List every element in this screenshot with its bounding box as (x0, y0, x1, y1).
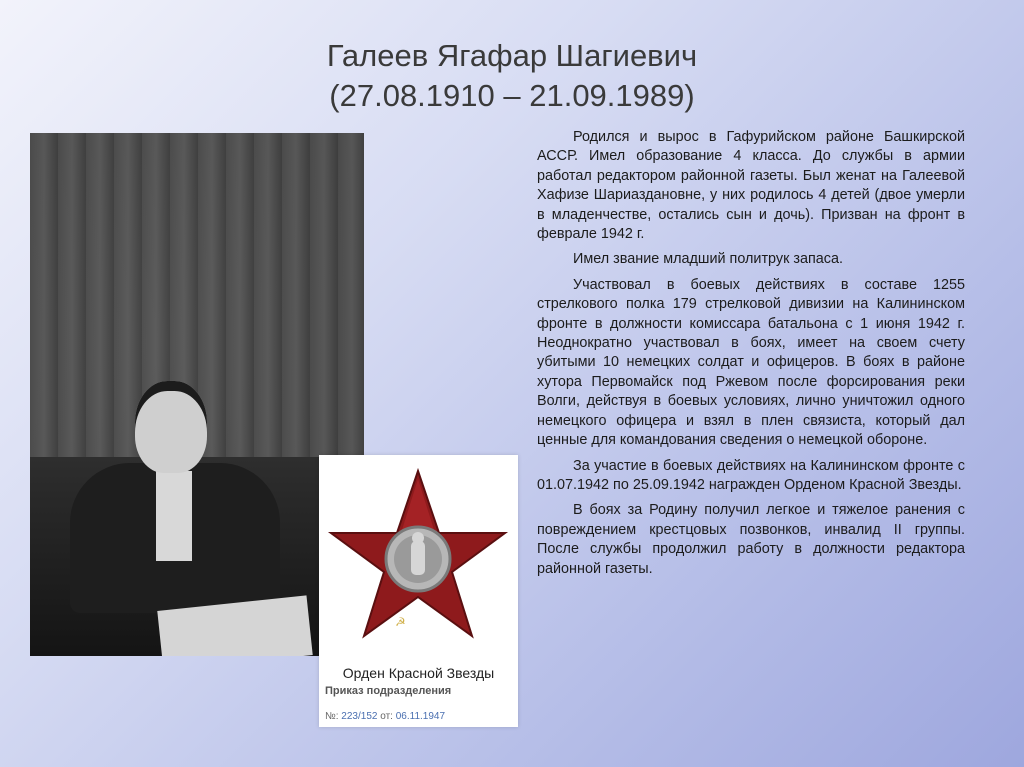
red-star-order-icon (325, 461, 512, 661)
bio-paragraph: Участвовал в боевых действиях в составе 1255 стрелкового полка 179 стрелковой дивизии на Калининском фронте в должности комиссара батальона с 1 июня 1942 г. Неоднократно участвовал в боях, имеет на своем счету убитыми 10 немецких солдат и офицеров. В боях в районе хутора Первомайск под Ржевом после форсирования реки Волги, действуя в боевых условиях, лично уничтожил одного немецкого офицера и взял в плен связиста, который дал ценные для командования сведения о немецкой обороне. (537, 276, 965, 449)
medal-card (319, 455, 518, 727)
order-number-value: 223/152 (341, 711, 378, 722)
medal-caption: Орден Красной Звезды (342, 665, 495, 681)
order-date-value: 06.11.1947 (395, 711, 446, 722)
order-label: Приказ подразделения (325, 685, 452, 697)
bio-paragraph: В боях за Родину получил легкое и тяжелое ранения с повреждением крестцовых позвонков, инвалид II группы. После службы продолжил работу в должности редактора районной газеты. (537, 502, 965, 577)
title-name: Галеев Ягафар Шагиевич (326, 38, 698, 73)
order-meta (325, 711, 445, 722)
order-date-label: от: (380, 711, 393, 722)
photo-figure-shirt (156, 471, 192, 561)
bio-paragraph: Имел звание младший политрук запаса. (573, 251, 843, 268)
bio-paragraph: За участие в боевых действиях на Калининском фронте с 01.07.1942 по 25.09.1942 награжден Орденом Красной Звезды. (537, 457, 965, 493)
biography-text (537, 128, 965, 585)
title-dates: (27.08.1910 – 21.09.1989) (329, 78, 695, 113)
photo-figure-head (135, 381, 207, 473)
order-number-label: №: (325, 711, 339, 722)
page-title (0, 36, 1024, 116)
svg-text:☭: ☭ (395, 615, 406, 629)
bio-paragraph: Родился и вырос в Гафурийском районе Башкирской АССР. Имел образование 4 класса. До службы в армии работал редактором районной газеты. Был женат на Галеевой Хафизе Шариаздановне, у них родилось 4 детей (двое умерли в младенчестве, остались сын и дочь). Призван на фронт в феврале 1942 г. (537, 129, 965, 243)
portrait-photo (30, 133, 364, 656)
